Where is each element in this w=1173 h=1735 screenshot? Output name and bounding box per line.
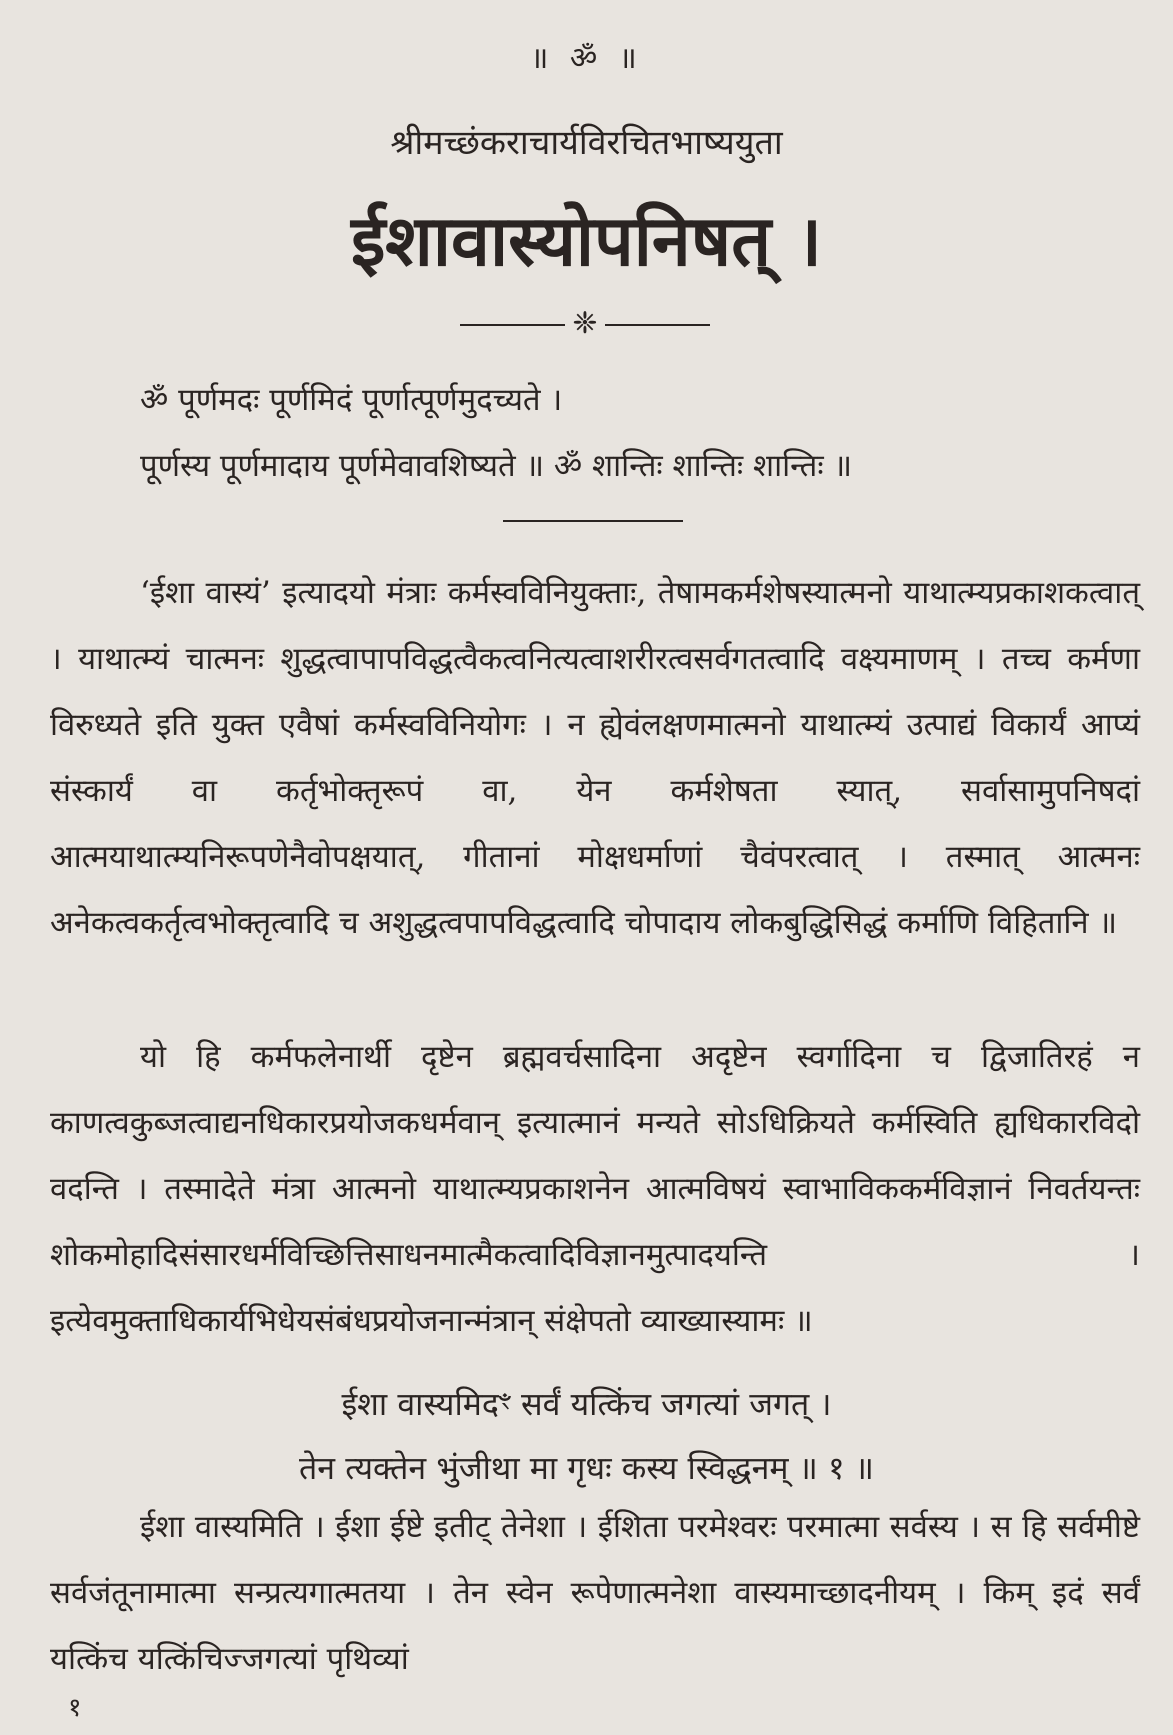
- bhashya-paragraph-2: यो हि कर्मफलेनार्थी दृष्टेन ब्रह्मवर्चसादिना अदृष्टेन स्वर्गादिना च द्विजातिरहं न काणत्वकुब्जत्वाद्यनधिकारप्रयोजकधर्मवान् इत्यात्मानं मन्यते सोऽधिक्रियते कर्मस्विति ह्यधिकारविदो वदन्ति । तस्मादेते मंत्रा आत्मनो याथात्म्यप्रकाशनेन आत्मविषयं स्वाभाविककर्मविज्ञानं निवर्तयन्तः शोकमोहादिसंसारधर्मविच्छित्तिसाधनमात्मैकत्वादिविज्ञानमुत्पादयन्ति । इत्येवमुक्ताधिकार्यभिधेयसंबंधप्रयोजनान्मंत्रान् संक्षेपतो व्याख्यास्यामः ॥: [50, 1039, 1140, 1339]
- page-title: ईशावास्योपनिषत् ।: [350, 199, 823, 282]
- shanti-mantra-line-2: पूर्णस्य पूर्णमादाय पूर्णमेवावशिष्यते ॥ ॐ शान्तिः शान्तिः शान्तिः ॥: [140, 448, 853, 484]
- verse-1-line-2: तेन त्यक्तेन भुंजीथा मा गृधः कस्य स्विद्धनम् ॥ १ ॥: [299, 1449, 874, 1487]
- top-invocation: ॥ ॐ ॥: [530, 41, 643, 76]
- shanti-mantra-line-1: ॐ पूर्णमदः पूर्णमिदं पूर्णात्पूर्णमुदच्यते ।: [140, 382, 563, 418]
- ornament-left-line: [460, 324, 565, 326]
- title-ornament: [460, 305, 710, 345]
- bhashya-paragraph-1: ‘ईशा वास्यं’ इत्यादयो मंत्राः कर्मस्वविनियुक्ताः, तेषामकर्मशेषस्यात्मनो याथात्म्यप्रकाशकत्वात् । याथात्म्यं चात्मनः शुद्धत्वापापविद्धत्वैकत्वनित्यत्वाशरीरत्वसर्वगतत्वादि वक्ष्यमाणम् । तच्च कर्मणा विरुध्यते इति युक्त एवैषां कर्मस्वविनियोगः । न ह्येवंलक्षणमात्मनो याथात्म्यं उत्पाद्यं विकार्यं आप्यं संस्कार्यं वा कर्तृभोक्तृरूपं वा, येन कर्मशेषता स्यात्, सर्वासामुपनिषदां आत्मयाथात्म्यनिरूपणेनैवोपक्षयात्, गीतानां मोक्षधर्माणां चैवंपरत्वात् । तस्मात् आत्मनः अनेकत्वकर्तृत्वभोक्तृत्वादि च अशुद्धत्वपापविद्धत्वादि चोपादाय लोकबुद्धिसिद्धं कर्माणि विहितानि ॥: [50, 575, 1140, 941]
- flower-ornament-icon: ❈: [572, 306, 598, 341]
- bhashya-paragraph-3: ईशा वास्यमिति । ईशा ईष्टे इतीट् तेनेशा । ईशिता परमेश्वरः परमात्मा सर्वस्य । स हि सर्वमीष्टे सर्वजंतूनामात्मा सन्प्रत्यगात्मतया । तेन स्वेन रूपेणात्मनेशा वास्यमाच्छादनीयम् । किम् इदं सर्वं यत्किंच यत्किंचिज्जगत्यां पृथिव्यां: [50, 1509, 1140, 1677]
- section-divider: [503, 520, 683, 522]
- commentary-subtitle: श्रीमच्छंकराचार्यविरचितभाष्ययुता: [390, 123, 783, 163]
- ornament-right-line: [605, 324, 710, 326]
- verse-1-line-1: ईशा वास्यमिदꣳ सर्वं यत्किंच जगत्यां जगत् ।: [341, 1385, 832, 1423]
- page-number: १: [68, 1693, 82, 1723]
